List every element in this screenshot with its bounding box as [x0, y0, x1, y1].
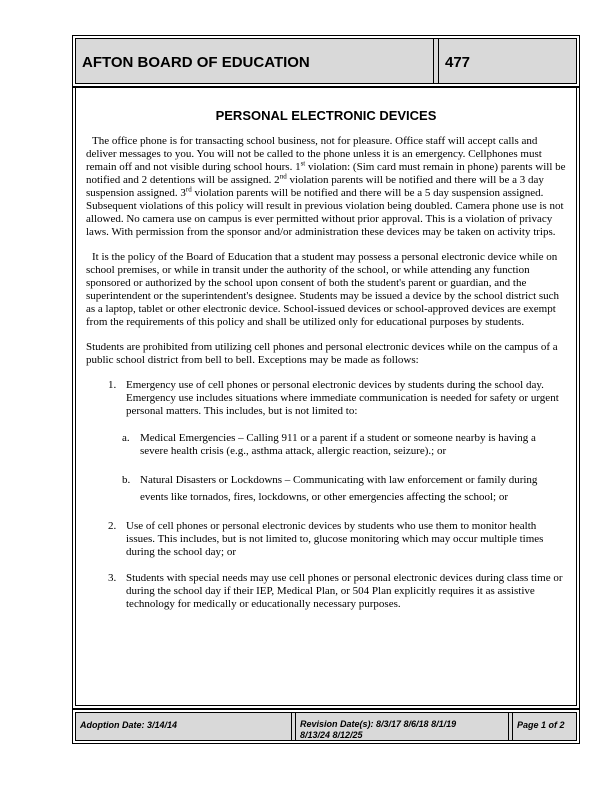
header-inner: [75, 38, 577, 84]
policy-number: 477: [445, 54, 471, 71]
p1-sup-2: nd: [279, 172, 287, 181]
sub-list: [122, 432, 566, 506]
list-marker: 2.: [108, 520, 117, 532]
exceptions-list: [86, 379, 566, 611]
list-marker: 1.: [108, 379, 117, 391]
paragraph-board-policy: It is the policy of the Board of Education that a student may possess a personal electronic device while on school premises, or while in transit under the authority of the school, or while attending any function sponsored or authorized by the school upon consent of both the student's parent or guardian, and the superintendent or the superintendent's designee. Students may be issued a device by the school district such as a laptop, tablet or other electronic device. School-issued devices or school-approved devices are exempt from the requirements of this policy and shall be utilized only for educational purposes by students.: [86, 251, 560, 328]
list-item: [86, 379, 566, 506]
revision-dates-line-2: 8/13/24 8/12/25: [300, 730, 363, 740]
p1-part-d: violation parents will be notified and there will be a 5 day suspension assigned. Subsequent violations of this policy will result in previous violation being doubled. Camera phone use is not allowed. No camera use on campus is ever permitted without prior approval. This is a violation of privacy laws. With permission from the sponsor and/or administration these devices may be taken on activity trips.: [86, 187, 564, 238]
p1-part-b: violation: (Sim card must remain in phone) parents will be notified and 2 detentions will be assigned. 2: [86, 161, 566, 186]
list-item: [86, 572, 566, 611]
sub-list-marker: b.: [122, 474, 131, 486]
sub-list-item-text: Medical Emergencies – Calling 911 or a parent if a student or someone nearby is having a severe health crisis (e.g., asthma attack, allergic reaction, seizure).; or: [140, 432, 536, 457]
paragraph-prohibition: Students are prohibited from utilizing cell phones and personal electronic devices while on the campus of a public school district from bell to bell. Exceptions may be made as follows:: [86, 341, 558, 366]
p1-sup-3: rd: [185, 185, 192, 194]
page-number-cell: [512, 713, 576, 740]
revision-dates-cell: [295, 713, 509, 740]
header-box: [72, 35, 580, 87]
paragraph-phone-rules: [86, 135, 566, 239]
policy-content: [86, 108, 566, 624]
organization-name: AFTON BOARD OF EDUCATION: [82, 54, 310, 71]
list-item: [86, 520, 566, 559]
p1-part-a: The office phone is for transacting school business, not for pleasure. Office staff will accept calls and deliver messages to you. You will not be called to the phone unless it is an emergency. Cellphones must remain off and not visible during school hours. 1: [86, 135, 542, 173]
list-item-text: Emergency use of cell phones or personal electronic devices by students during the school day. Emergency use includes situations where immediate communication is needed for safety or urgent personal matters. This includes, but is not limited to:: [126, 379, 559, 417]
sub-list-marker: a.: [122, 432, 130, 444]
page-title: PERSONAL ELECTRONIC DEVICES: [215, 108, 437, 123]
header-title-cell: [76, 39, 434, 83]
list-marker: 3.: [108, 572, 117, 584]
sub-list-item: [86, 472, 566, 506]
adoption-date-cell: [76, 713, 292, 740]
footer-inner: [75, 712, 577, 741]
page-number: Page 1 of 2: [517, 720, 565, 730]
adoption-date: Adoption Date: 3/14/14: [80, 720, 178, 730]
header-number-cell: [438, 39, 576, 83]
sub-list-item: [86, 432, 566, 458]
revision-dates-line-1: Revision Date(s): 8/3/17 8/6/18 8/1/19: [300, 719, 457, 729]
footer-box: [72, 709, 580, 744]
list-item-text: Students with special needs may use cell phones or personal electronic devices during class time or during the school day if their IEP, Medical Plan, or 504 Plan explicitly requires it as assistive technology for medically or educationally necessary purposes.: [126, 572, 563, 610]
p1-sup-1: st: [300, 159, 306, 168]
p1-part-c: violation parents will be notified and there will be a 3 day suspension assigned. 3: [86, 174, 544, 199]
sub-list-item-text: Natural Disasters or Lockdowns – Communicating with law enforcement or family during events like tornados, fires, lockdowns, or other emergencies affecting the school; or: [140, 474, 538, 503]
list-item-text: Use of cell phones or personal electronic devices by students who use them to monitor health issues. This includes, but is not limited to, glucose monitoring which may occur multiple times during the school day; or: [126, 520, 544, 558]
